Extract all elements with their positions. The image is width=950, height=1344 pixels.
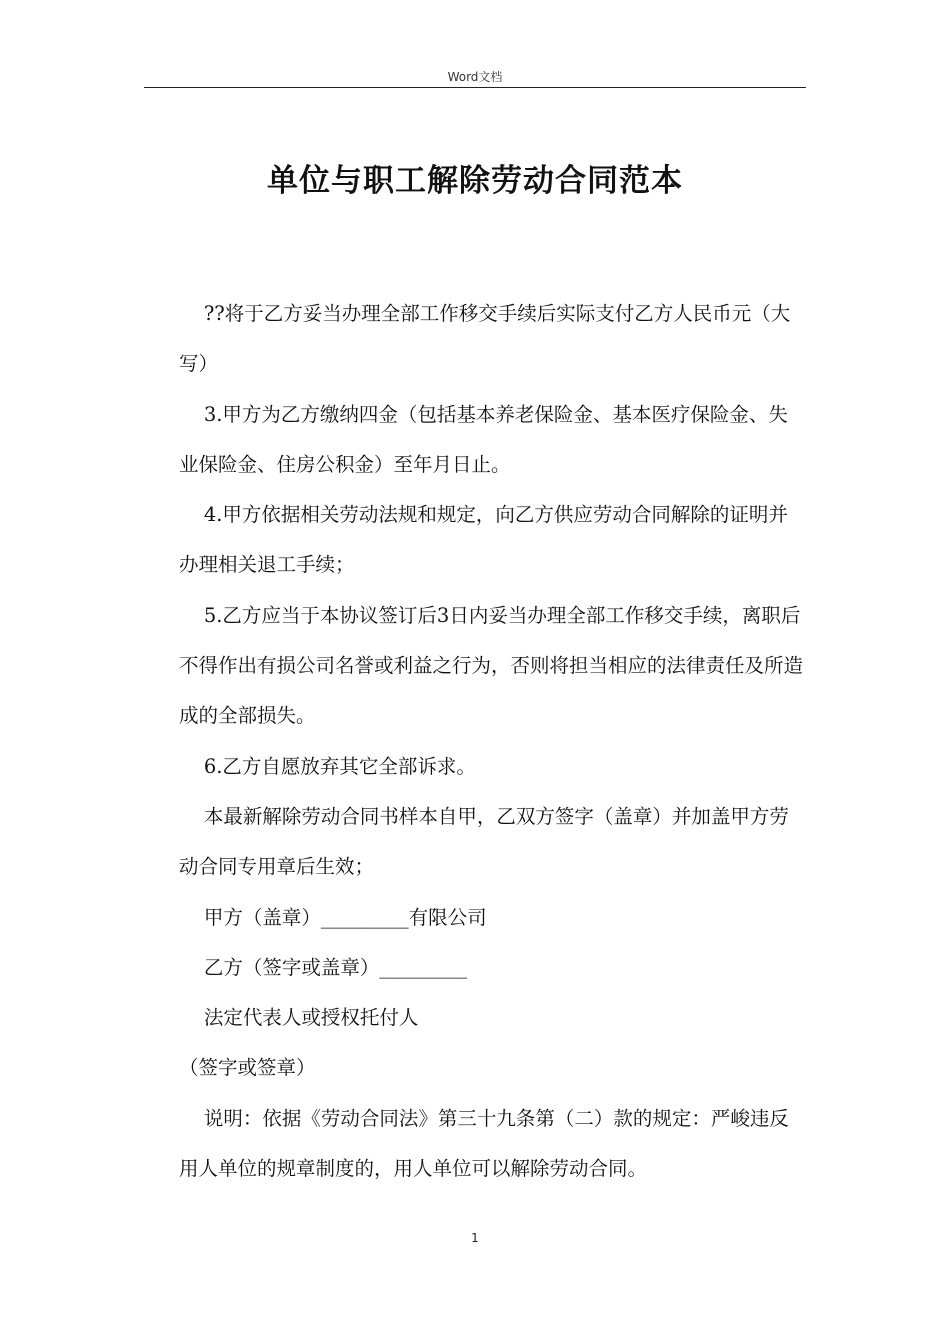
paragraph-item-4: 4.甲方依据相关劳动法规和规定，向乙方供应劳动合同解除的证明并办理相关退工手续； [179, 503, 788, 577]
paragraph-item-5: 5.乙方应当于本协议签订后3日内妥当办理全部工作移交手续，离职后不得作出有损公司名誉或利益之行为，否则将担当相应的法律责任及所造成的全部损失。 [179, 603, 804, 728]
header-label: Word文档 [447, 70, 503, 84]
signature-party-b: 乙方（签字或盖章）_________ [203, 955, 468, 979]
paragraph-item-3: 3.甲方为乙方缴纳四金（包括基本养老保险金、基本医疗保险金、失业保险金、住房公积金）至年月日止。 [179, 402, 788, 476]
paragraph-payment: ??将于乙方妥当办理全部工作移交手续后实际支付乙方人民币元（大写） [179, 302, 791, 376]
paragraph-effective: 本最新解除劳动合同书样本自甲，乙双方签字（盖章）并加盖甲方劳动合同专用章后生效； [179, 804, 789, 879]
paragraph-item-6: 6.乙方自愿放弃其它全部诉求。 [203, 754, 476, 778]
document-title: 单位与职工解除劳动合同范本 [267, 163, 683, 199]
header-divider [144, 87, 806, 88]
document-body [179, 289, 803, 1194]
signature-note: （签字或签章） [179, 1056, 316, 1080]
signature-representative: 法定代表人或授权托付人 [203, 1006, 419, 1030]
paragraph-explanation: 说明：依据《劳动合同法》第三十九条第（二）款的规定：严峻违反用人单位的规章制度的，用人单位可以解除劳动合同。 [179, 1106, 789, 1181]
signature-party-a: 甲方（盖章）_________有限公司 [203, 905, 487, 929]
page-number: 1 [471, 1231, 479, 1245]
